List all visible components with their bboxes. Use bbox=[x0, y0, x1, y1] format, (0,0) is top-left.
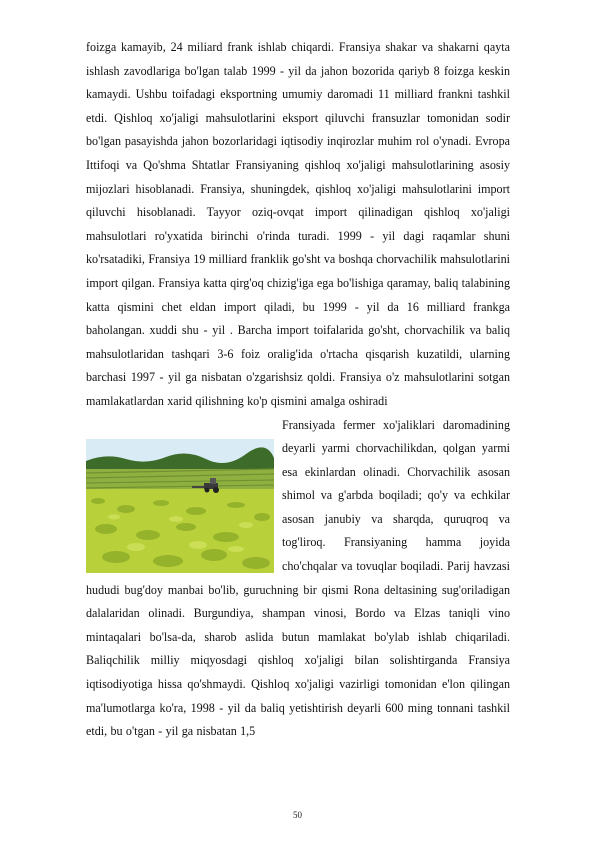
field-photo-image bbox=[86, 439, 274, 573]
document-page bbox=[86, 36, 510, 744]
page-number: 50 bbox=[293, 810, 302, 820]
paragraph-2: Fransiyada fermer xo'jaliklari daromadining deyarli yarmi chorvachilikdan, qolgan yarmi esa ekinlardan olinadi. Chorvachilik asosan shimol va g'arbda boqiladi; qo'y va echkilar asosan janubiy va sharqda, quruqroq va tog'liroq. Fransiyaning hamma joyida cho'chqalar va tovuqlar boqiladi. Parij havzasi hududi bug'doy manbai bo'lib, guruchning bir qismi Rona deltasining sug'oriladigan dalalaridan olinadi. Burgundiya, shampan vinosi, Bordo va Elzas taniqli vino mintaqalari bo'lsa-da, sharob aslida butun mamlakat bo'ylab ishlab chiqariladi. Baliqchilik milliy miqyosdagi qishloq xo'jaligi bilan solishtirganda Fransiya iqtisodiyotiga hissa qo'shmaydi. Qishloq xo'jaligi vazirligi tomonidan e'lon qilingan ma'lumotlarga ko'ra, 1998 - yil da baliq yetishtirish deyarli 600 ming tonnani tashkil etdi, bu o'tgan - yil ga nisbatan 1,5 bbox=[86, 417, 510, 739]
paragraph-1: foizga kamayib, 24 miliard frank ishlab chiqardi. Fransiya shakar va shakarni qayta ishlash zavodlariga bo'lgan talab 1999 - yil da jahon bozorida qariyb 8 foizga keskin kamaydi. Ushbu toifadagi eksportning umumiy daromadi 11 milliard frankni tashkil etdi. Qishloq xo'jaligi mahsulotlarini eksport qiluvchi fransuzlar tomonidan sodir bo'lgan pasayishda jahon bozorlaridagi iqtisodiy inqirozlar muhim rol o'ynadi. Evropa Ittifoqi va Qo'shma Shtatlar Fransiyaning qishloq xo'jaligi mahsulotlarining asosiy mijozlari hisoblanadi. Fransiya, shuningdek, qishloq xo'jaligi mahsulotlarini import qiluvchi hisoblanadi. Tayyor oziq-ovqat import qilinadigan qishloq xo'jaligi mahsulotlari ro'yxatida birinchi o'rinda turadi. 1999 - yil dagi raqamlar shuni ko'rsatadiki, Fransiya 19 milliard franklik go'sht va boshqa chorvachilik mahsulotlarini import qilgan. Fransiya katta qirg'oq chizig'iga ega bo'lishiga qaramay, baliq talabining katta qismini chet eldan import qiladi, bu 1999 - yil da 16 milliard frankga baholangan. xuddi shu - yil . Barcha import toifalarida go'sht, chorvachilik va baliq mahsulotlaridan tashqari 3-6 foiz oralig'ida o'rtacha qisqarish kuzatildi, ularning barchasi 1997 - yil ga nisbatan o'zgarishsiz qoldi. Fransiya o'z mahsulotlarini sotgan mamlakatlardan xarid qilishning ko'p qismini amalga oshiradi bbox=[86, 40, 510, 408]
field-photo bbox=[86, 439, 274, 573]
